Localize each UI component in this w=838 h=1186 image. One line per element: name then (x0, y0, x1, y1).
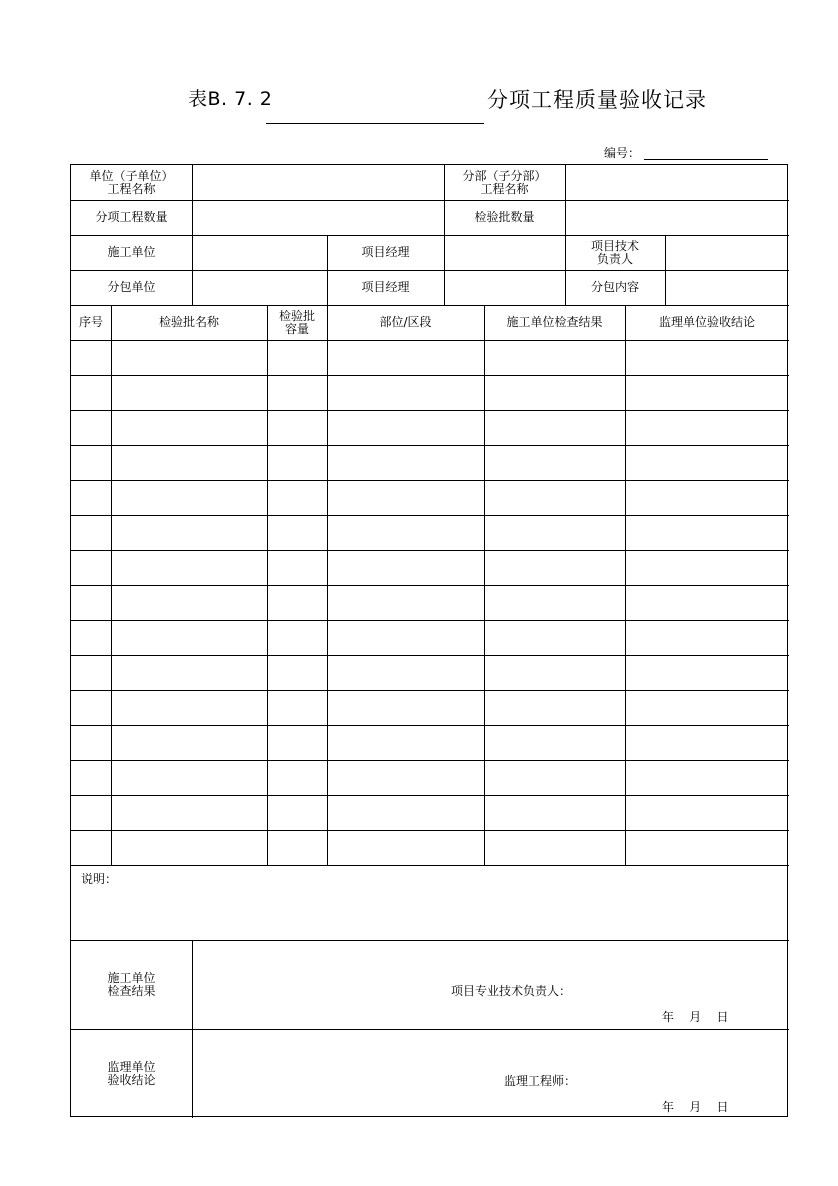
table-cell-batch-name[interactable] (111, 410, 267, 445)
table-cell-capacity[interactable] (267, 375, 327, 410)
table-cell-supervision-conclusion[interactable] (625, 655, 789, 690)
construction-check-label (71, 940, 192, 1029)
label-line: 负责人 (596, 251, 633, 266)
label-line: 分部（子分部） (462, 168, 547, 183)
table-cell-location[interactable] (327, 445, 484, 480)
label-line: 单位（子单位） (89, 168, 174, 183)
table-cell-no[interactable] (71, 690, 111, 725)
header-location: 部位/区段 (379, 315, 432, 329)
table-cell-capacity[interactable] (267, 410, 327, 445)
table-cell-batch-name[interactable] (111, 585, 267, 620)
code-label: 编号： (604, 146, 641, 160)
table-cell-batch-name[interactable] (111, 795, 267, 830)
table-cell-batch-name[interactable] (111, 620, 267, 655)
table-cell-supervision-conclusion[interactable] (625, 690, 789, 725)
table-cell-supervision-conclusion[interactable] (625, 550, 789, 585)
table-cell-supervision-conclusion[interactable] (625, 515, 789, 550)
label-line: 项目技术 (590, 238, 639, 253)
table-cell-construction-result[interactable] (484, 620, 625, 655)
table-cell-no[interactable] (71, 445, 111, 480)
table-cell-supervision-conclusion[interactable] (625, 620, 789, 655)
table-cell-no[interactable] (71, 655, 111, 690)
table-cell-construction-result[interactable] (484, 830, 625, 865)
table-cell-no[interactable] (71, 830, 111, 865)
table-cell-location[interactable] (327, 550, 484, 585)
col-divider (192, 940, 193, 1118)
table-cell-location[interactable] (327, 655, 484, 690)
table-cell-supervision-conclusion[interactable] (625, 585, 789, 620)
label-line: 施工单位 (107, 970, 156, 985)
table-cell-construction-result[interactable] (484, 410, 625, 445)
unit-project-field[interactable] (192, 165, 444, 200)
label-line: 监理单位 (107, 1059, 156, 1074)
header-batch-name: 检验批名称 (158, 315, 219, 329)
table-cell-location[interactable] (327, 410, 484, 445)
table-cell-capacity[interactable] (267, 340, 327, 375)
table-cell-location[interactable] (327, 725, 484, 760)
table-cell-construction-result[interactable] (484, 725, 625, 760)
table-cell-batch-name[interactable] (111, 655, 267, 690)
table-cell-location[interactable] (327, 515, 484, 550)
table-cell-location[interactable] (327, 690, 484, 725)
table-cell-capacity[interactable] (267, 690, 327, 725)
table-cell-no[interactable] (71, 585, 111, 620)
table-cell-construction-result[interactable] (484, 375, 625, 410)
table-cell-location[interactable] (327, 340, 484, 375)
table-cell-no[interactable] (71, 620, 111, 655)
form-title: 分项工程质量验收记录 (487, 88, 707, 112)
table-cell-location[interactable] (327, 585, 484, 620)
table-cell-capacity[interactable] (267, 620, 327, 655)
note-label: 说明： (81, 872, 118, 886)
table-cell-capacity[interactable] (267, 760, 327, 795)
label-line: 验收结论 (107, 1072, 156, 1087)
table-cell-capacity[interactable] (267, 795, 327, 830)
table-cell-batch-name[interactable] (111, 550, 267, 585)
table-cell-no[interactable] (71, 410, 111, 445)
project-manager-label: 项目经理 (361, 245, 410, 259)
header-construction-result: 施工单位检查结果 (506, 315, 603, 329)
table-cell-batch-name[interactable] (111, 445, 267, 480)
label-line: 工程名称 (107, 181, 156, 196)
title-underline (266, 123, 484, 124)
item-quantity-label: 分项工程数量 (95, 210, 168, 224)
table-cell-capacity[interactable] (267, 550, 327, 585)
supervision-signer-label: 监理工程师： (504, 1074, 577, 1088)
table-cell-supervision-conclusion[interactable] (625, 340, 789, 375)
table-cell-supervision-conclusion[interactable] (625, 410, 789, 445)
header-no: 序号 (78, 315, 103, 329)
table-cell-capacity[interactable] (267, 655, 327, 690)
label-line: 容量 (284, 321, 309, 336)
sub-project-field[interactable] (565, 165, 789, 200)
label-line: 工程名称 (480, 181, 529, 196)
subcontract-unit-field[interactable] (192, 270, 327, 305)
table-cell-supervision-conclusion[interactable] (625, 830, 789, 865)
code-field[interactable] (644, 159, 768, 160)
table-cell-supervision-conclusion[interactable] (625, 480, 789, 515)
table-cell-construction-result[interactable] (484, 515, 625, 550)
subcontract-content-label: 分包内容 (590, 280, 639, 294)
project-manager-field[interactable] (444, 235, 565, 270)
table-cell-batch-name[interactable] (111, 515, 267, 550)
table-cell-no[interactable] (71, 480, 111, 515)
table-cell-batch-name[interactable] (111, 340, 267, 375)
label-line: 检验批 (278, 308, 315, 323)
tech-lead-field[interactable] (665, 235, 789, 270)
table-cell-no[interactable] (71, 760, 111, 795)
unit-project-label (71, 165, 192, 200)
table-cell-supervision-conclusion[interactable] (625, 445, 789, 480)
table-number: 表B. 7. 2 (188, 88, 273, 110)
table-cell-capacity[interactable] (267, 445, 327, 480)
table-cell-no[interactable] (71, 725, 111, 760)
table-cell-no[interactable] (71, 515, 111, 550)
table-cell-supervision-conclusion[interactable] (625, 795, 789, 830)
table-cell-batch-name[interactable] (111, 480, 267, 515)
tech-lead-label (565, 235, 665, 270)
header-capacity (267, 305, 327, 340)
table-cell-capacity[interactable] (267, 725, 327, 760)
table-cell-location[interactable] (327, 375, 484, 410)
table-cell-batch-name[interactable] (111, 690, 267, 725)
table-cell-no[interactable] (71, 795, 111, 830)
construction-date: 年 月 日 (662, 1010, 729, 1024)
table-cell-construction-result[interactable] (484, 690, 625, 725)
table-cell-construction-result[interactable] (484, 585, 625, 620)
construction-unit-label: 施工单位 (107, 245, 156, 259)
table-cell-construction-result[interactable] (484, 480, 625, 515)
table-cell-batch-name[interactable] (111, 725, 267, 760)
table-cell-location[interactable] (327, 830, 484, 865)
table-cell-supervision-conclusion[interactable] (625, 375, 789, 410)
supervision-date: 年 月 日 (662, 1100, 729, 1114)
construction-signer-label: 项目专业技术负责人： (451, 984, 572, 998)
table-cell-capacity[interactable] (267, 830, 327, 865)
table-cell-no[interactable] (71, 550, 111, 585)
supervision-check-label (71, 1029, 192, 1118)
table-cell-construction-result[interactable] (484, 760, 625, 795)
table-cell-supervision-conclusion[interactable] (625, 725, 789, 760)
table-cell-construction-result[interactable] (484, 655, 625, 690)
table-cell-location[interactable] (327, 760, 484, 795)
note-field[interactable] (131, 865, 781, 935)
subcontract-unit-label: 分包单位 (107, 280, 156, 294)
table-cell-batch-name[interactable] (111, 375, 267, 410)
table-cell-construction-result[interactable] (484, 445, 625, 480)
item-quantity-field[interactable] (192, 200, 444, 235)
table-cell-supervision-conclusion[interactable] (625, 760, 789, 795)
table-cell-capacity[interactable] (267, 515, 327, 550)
batch-quantity-label: 检验批数量 (474, 210, 535, 224)
table-cell-location[interactable] (327, 480, 484, 515)
sub-project-label (444, 165, 565, 200)
form-table (70, 164, 788, 1117)
table-cell-capacity[interactable] (267, 480, 327, 515)
table-cell-capacity[interactable] (267, 585, 327, 620)
table-cell-no[interactable] (71, 340, 111, 375)
project-manager-2-field[interactable] (444, 270, 565, 305)
table-cell-construction-result[interactable] (484, 340, 625, 375)
table-cell-location[interactable] (327, 620, 484, 655)
label-line: 检查结果 (107, 983, 156, 998)
batch-quantity-field[interactable] (565, 200, 789, 235)
construction-unit-field[interactable] (192, 235, 327, 270)
project-manager-2-label: 项目经理 (361, 280, 410, 294)
table-cell-no[interactable] (71, 375, 111, 410)
table-cell-construction-result[interactable] (484, 550, 625, 585)
table-cell-batch-name[interactable] (111, 760, 267, 795)
table-cell-construction-result[interactable] (484, 795, 625, 830)
header-supervision-conclusion: 监理单位验收结论 (658, 315, 755, 329)
table-cell-location[interactable] (327, 795, 484, 830)
subcontract-content-field[interactable] (665, 270, 789, 305)
table-cell-batch-name[interactable] (111, 830, 267, 865)
